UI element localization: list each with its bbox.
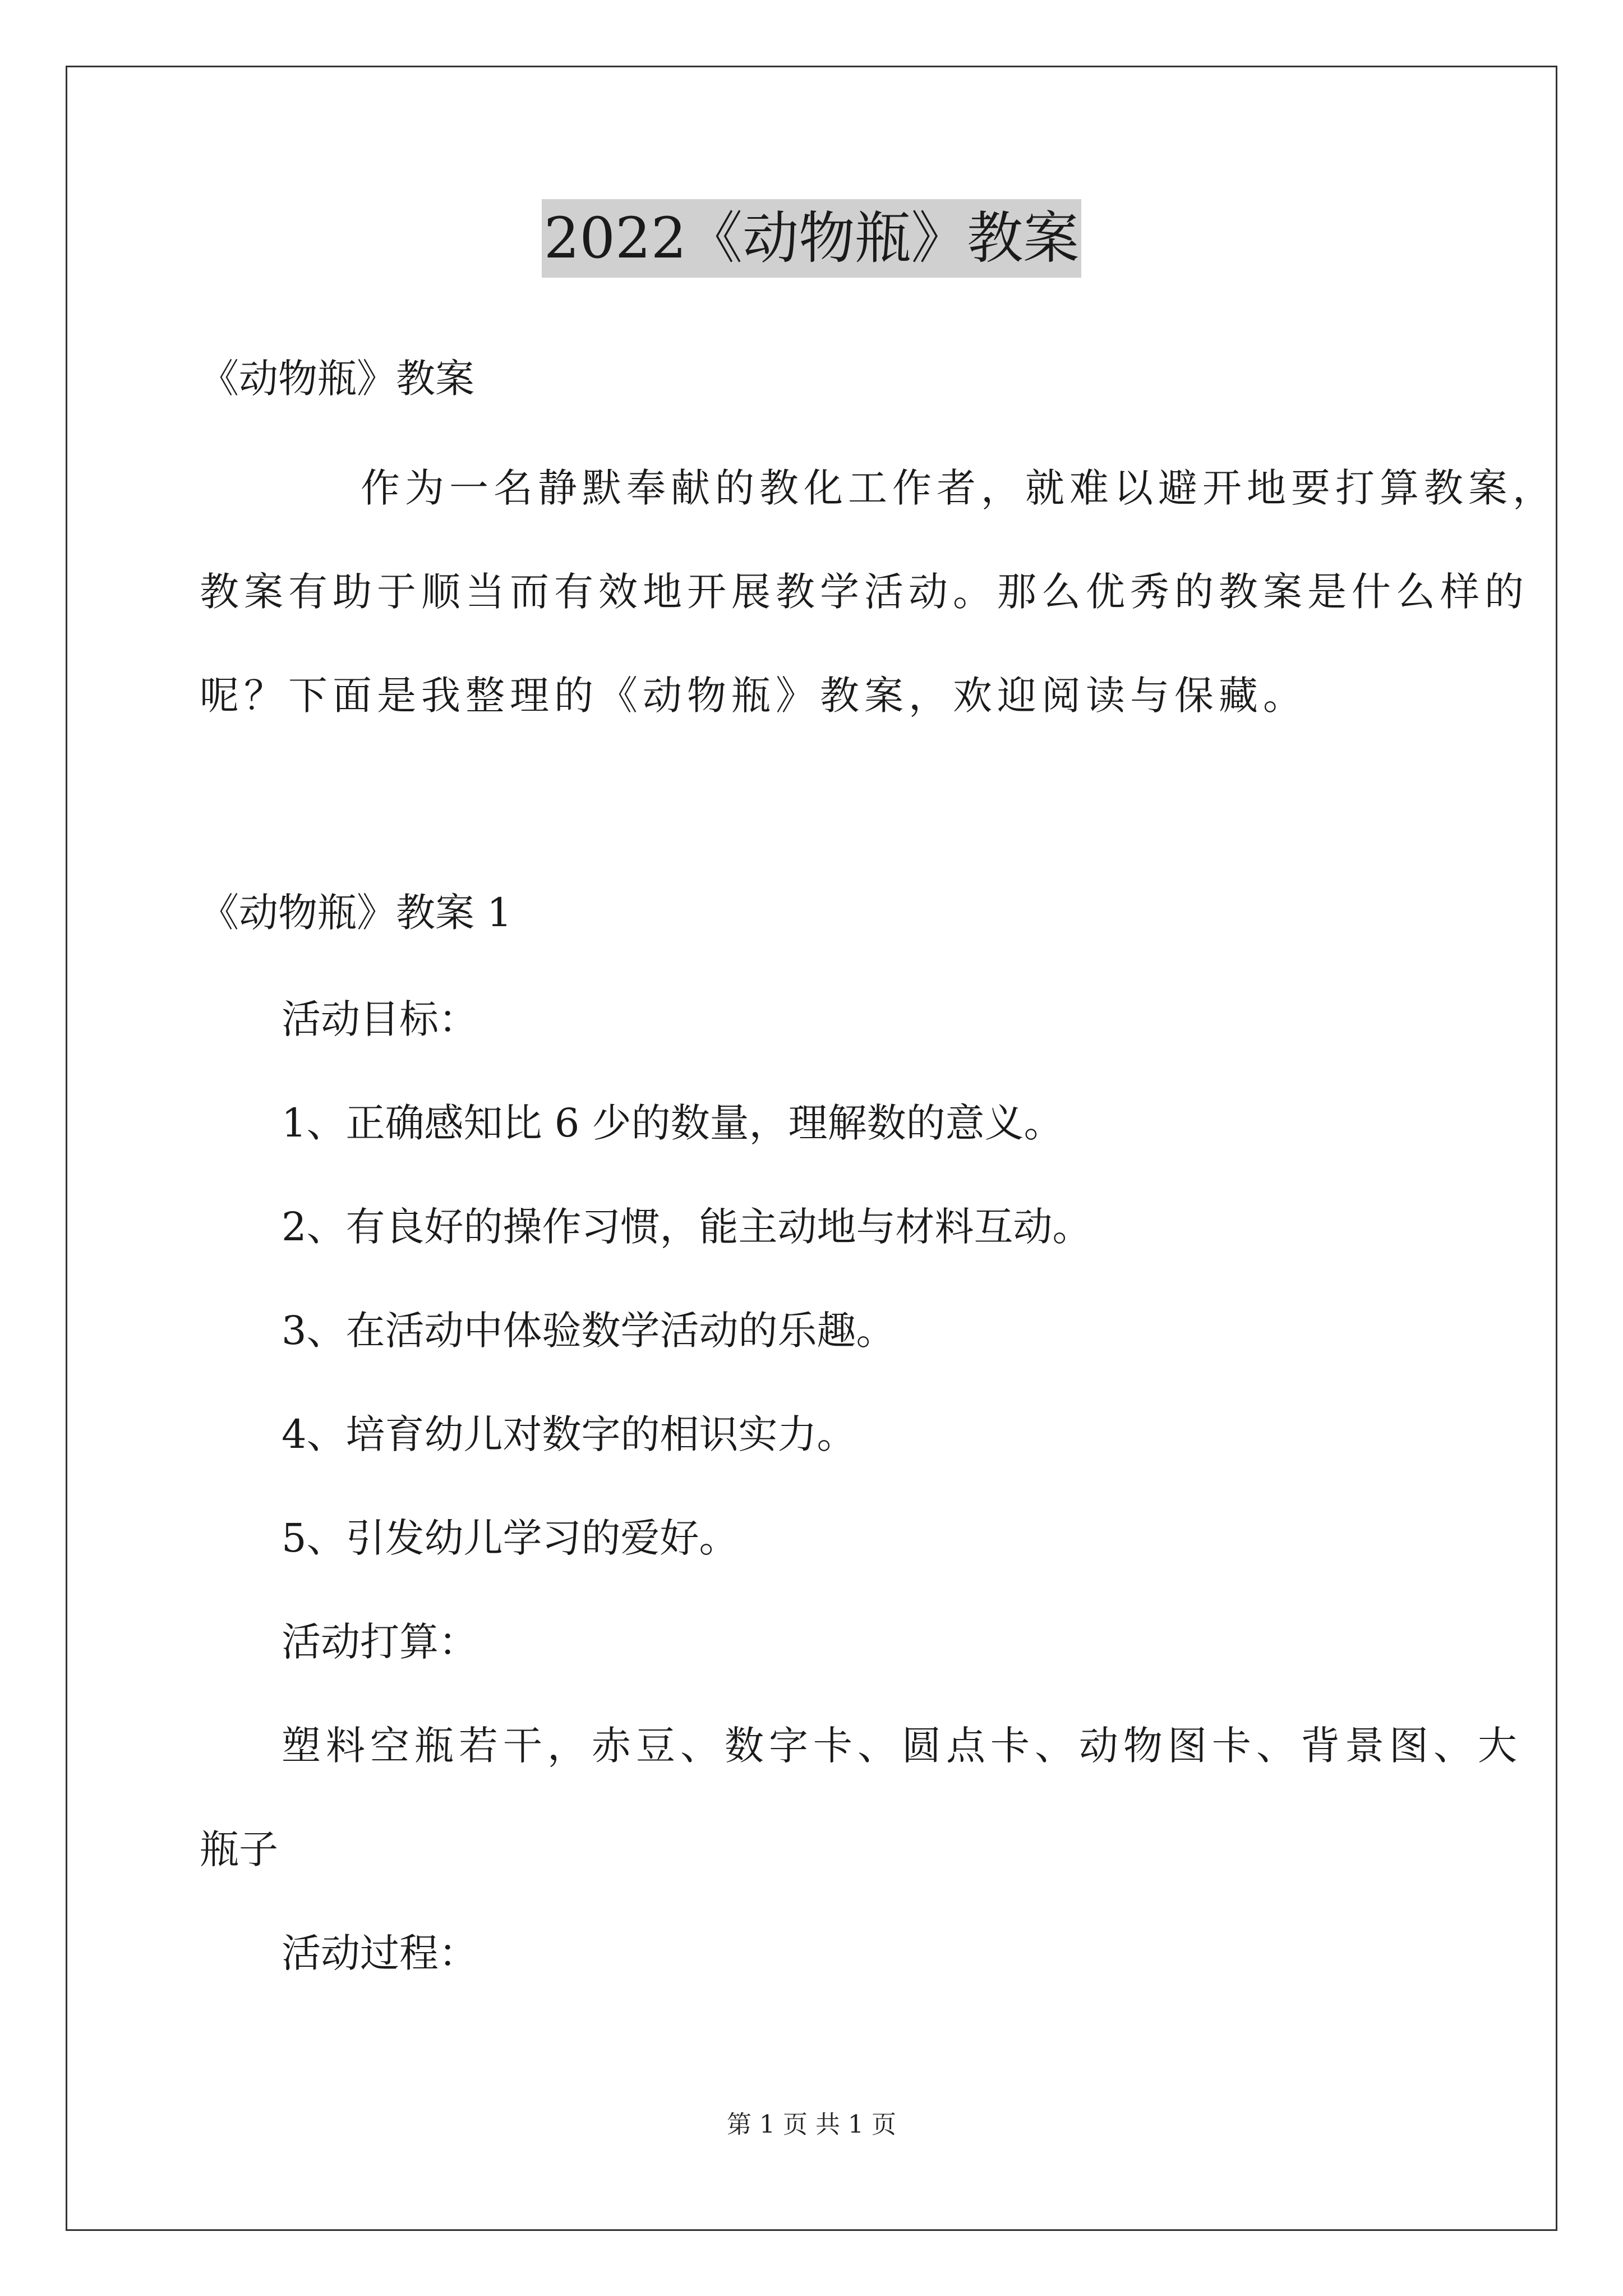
goals-heading: 活动目标： xyxy=(282,996,478,1042)
section-heading: 《动物瓶》教案 1 xyxy=(200,890,512,936)
goal-item-1: 1、正确感知比 6 少的数量，理解数的意义。 xyxy=(282,1100,1063,1146)
prep-line-1: 塑料空瓶若干，赤豆、数字卡、圆点卡、动物图卡、背景图、大 xyxy=(282,1723,1522,1769)
prep-heading: 活动打算： xyxy=(282,1619,478,1665)
document-subtitle: 《动物瓶》教案 xyxy=(200,356,474,402)
process-heading: 活动过程： xyxy=(282,1930,478,1976)
intro-line-2: 教案有助于顺当而有效地开展教学活动。那么优秀的教案是什么样的 xyxy=(200,569,1529,615)
intro-line-3: 呢？下面是我整理的《动物瓶》教案，欢迎阅读与保藏。 xyxy=(200,673,1307,719)
goal-item-2: 2、有良好的操作习惯，能主动地与材料互动。 xyxy=(282,1204,1092,1250)
goal-item-3: 3、在活动中体验数学活动的乐趣。 xyxy=(282,1308,896,1354)
prep-line-2: 瓶子 xyxy=(200,1826,278,1872)
title-container xyxy=(0,199,1623,278)
document-title: 2022《动物瓶》教案 xyxy=(542,199,1082,278)
intro-line-1: 作为一名静默奉献的教化工作者，就难以避开地要打算教案， xyxy=(361,465,1557,511)
goal-item-5: 5、引发幼儿学习的爱好。 xyxy=(282,1515,739,1561)
page-footer: 第 1 页 共 1 页 xyxy=(727,2110,896,2139)
goal-item-4: 4、培育幼儿对数字的相识实力。 xyxy=(282,1411,856,1457)
